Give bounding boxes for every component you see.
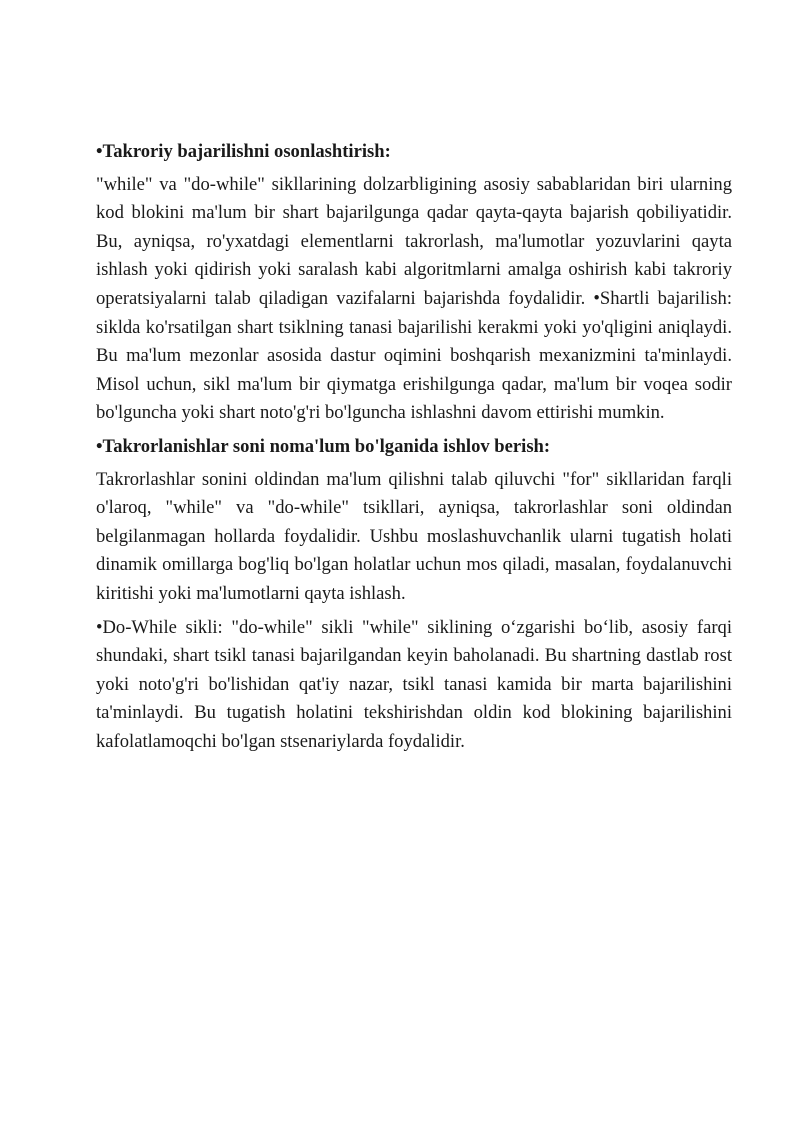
paragraph-do-while-loop: •Do-While sikli: "do-while" sikli "while" siklining oʻzgarishi boʻlib, asosiy farqi shundaki, shart tsikl tanasi bajarilgandan keyin baholanadi. Bu shartning dastlab rost yoki noto'g'ri bo'lishidan qat'iy nazar, tsikl tanasi kamida bir marta bajarilishini ta'minlaydi. Bu tugatish holatini tekshirishdan oldin kod blokining bajarilishini kafolatlamoqchi bo'lgan stsenariylarda foydalidir.: [96, 616, 732, 752]
section-heading-repetitive-execution: •Takroriy bajarilishni osonlashtirish:: [96, 141, 391, 162]
document-body: [96, 138, 732, 761]
section-heading-unknown-iterations: •Takrorlanishlar soni noma'lum bo'lganida ishlov berish:: [96, 435, 551, 457]
paragraph-unknown-iterations: Takrorlashlar sonini oldindan ma'lum qilishni talab qiluvchi "for" sikllaridan farqli o'laroq, "while" va "do-while" tsikllari, ayniqsa, takrorlashlar soni oldindan belgilanmagan hollarda foydalidir. Ushbu moslashuvchanlik ularni tugatish holati dinamik omillarga bog'liq bo'lgan holatlar uchun mos qiladi, masalan, foydalanuvchi kiritishi yoki ma'lumotlarni qayta ishlash.: [96, 468, 732, 604]
paragraph-repetitive-execution: "while" va "do-while" sikllarining dolzarbligining asosiy sabablaridan biri ularning kod blokini ma'lum bir shart bajarilgunga qadar qayta-qayta bajarish qobiliyatidir. Bu, ayniqsa, ro'yxatdagi elementlarni takrorlash, ma'lumotlar yozuvlarini qayta ishlash yoki qidirish yoki saralash kabi algoritmlarni amalga oshirish kabi takroriy operatsiyalarni talab qiladigan vazifalarni bajarishda foydalidir. •Shartli bajarilish: siklda ko'rsatilgan shart tsiklning tanasi bajarilishi kerakmi yoki yo'qligini aniqlaydi. Bu ma'lum mezonlar asosida dastur oqimini boshqarish mexanizmini ta'minlaydi. Misol uchun, sikl ma'lum bir qiymatga erishilgunga qadar, ma'lum bir voqea sodir bo'lguncha yoki shart noto'g'ri bo'lguncha ishlashni davom ettirishi mumkin.: [96, 173, 732, 424]
